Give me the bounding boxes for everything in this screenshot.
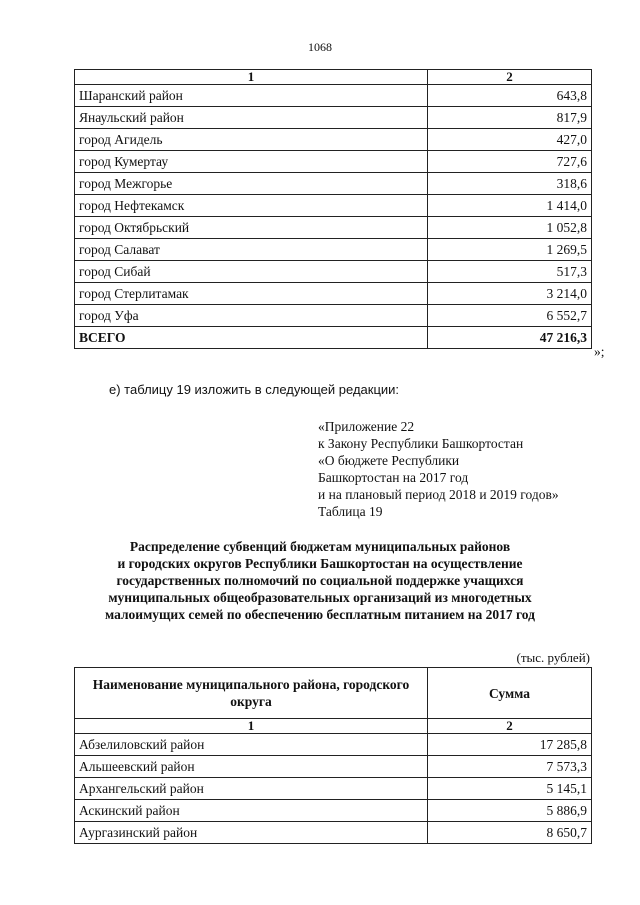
table-row <box>75 151 592 173</box>
row-value: 517,3 <box>428 261 592 283</box>
title-line: и городских округов Республики Башкортостан на осуществление <box>117 556 523 571</box>
row-name: Аскинский район <box>75 800 428 822</box>
row-name: Янаульский район <box>75 107 428 129</box>
table-row <box>75 217 592 239</box>
row-value: 1 269,5 <box>428 239 592 261</box>
column-number-row <box>75 719 592 734</box>
table-row <box>75 800 592 822</box>
table-label: Таблица 19 <box>318 504 383 519</box>
row-name: город Уфа <box>75 305 428 327</box>
table-row <box>75 239 592 261</box>
row-value: 3 214,0 <box>428 283 592 305</box>
appendix-line: «О бюджете Республики <box>318 453 460 468</box>
row-value: 1 414,0 <box>428 195 592 217</box>
appendix-line: Башкортостан на 2017 год <box>318 470 469 485</box>
row-name: город Стерлитамак <box>75 283 428 305</box>
row-value: 817,9 <box>428 107 592 129</box>
total-label: ВСЕГО <box>75 327 428 349</box>
row-name: город Сибай <box>75 261 428 283</box>
table-row <box>75 778 592 800</box>
header-name: Наименование муниципального района, городского округа <box>75 668 428 719</box>
table-row <box>75 734 592 756</box>
amendment-instruction: е) таблицу 19 изложить в следующей редакции: <box>109 382 400 397</box>
closing-quote-mark: »; <box>594 344 605 359</box>
row-name: город Салават <box>75 239 428 261</box>
table-row <box>75 283 592 305</box>
table-row <box>75 195 592 217</box>
row-name: Шаранский район <box>75 85 428 107</box>
row-name: город Межгорье <box>75 173 428 195</box>
total-value: 47 216,3 <box>428 327 592 349</box>
table-row <box>75 129 592 151</box>
appendix-line: и на плановый период 2018 и 2019 годов» <box>318 487 559 502</box>
row-name: Альшеевский район <box>75 756 428 778</box>
header-sum: Сумма <box>428 668 592 719</box>
row-name: город Октябрьский <box>75 217 428 239</box>
row-value: 5 886,9 <box>428 800 592 822</box>
row-value: 643,8 <box>428 85 592 107</box>
header-row <box>75 668 592 719</box>
column-number-2: 2 <box>428 719 592 734</box>
column-number-row <box>75 70 592 85</box>
table-row <box>75 756 592 778</box>
total-row <box>75 327 592 349</box>
units-label: (тыс. рублей) <box>516 650 590 665</box>
table-row <box>75 822 592 844</box>
subvention-table-continued <box>74 69 592 349</box>
subvention-table-19 <box>74 667 592 844</box>
title-line: Распределение субвенций бюджетам муниципальных районов <box>129 539 511 554</box>
column-number-1: 1 <box>75 70 428 85</box>
column-number-1: 1 <box>75 719 428 734</box>
row-name: Абзелиловский район <box>75 734 428 756</box>
table-title <box>60 538 580 623</box>
row-value: 7 573,3 <box>428 756 592 778</box>
page-number: 1068 <box>308 40 332 54</box>
appendix-line: «Приложение 22 <box>318 419 415 434</box>
row-value: 1 052,8 <box>428 217 592 239</box>
row-value: 8 650,7 <box>428 822 592 844</box>
appendix-line: к Закону Республики Башкортостан <box>318 436 524 451</box>
table-row <box>75 173 592 195</box>
row-name: Аургазинский район <box>75 822 428 844</box>
row-value: 5 145,1 <box>428 778 592 800</box>
title-line: муниципальных общеобразовательных организаций из многодетных <box>108 590 532 605</box>
row-value: 318,6 <box>428 173 592 195</box>
table-row <box>75 305 592 327</box>
row-name: Архангельский район <box>75 778 428 800</box>
table-row <box>75 85 592 107</box>
appendix-reference <box>318 418 559 520</box>
column-number-2: 2 <box>428 70 592 85</box>
row-name: город Кумертау <box>75 151 428 173</box>
row-name: город Агидель <box>75 129 428 151</box>
title-line: государственных полномочий по социальной поддержке учащихся <box>116 573 524 588</box>
table-row <box>75 261 592 283</box>
row-value: 17 285,8 <box>428 734 592 756</box>
row-name: город Нефтекамск <box>75 195 428 217</box>
row-value: 727,6 <box>428 151 592 173</box>
row-value: 6 552,7 <box>428 305 592 327</box>
title-line: малоимущих семей по обеспечению бесплатным питанием на 2017 год <box>105 607 535 622</box>
row-value: 427,0 <box>428 129 592 151</box>
table-row <box>75 107 592 129</box>
